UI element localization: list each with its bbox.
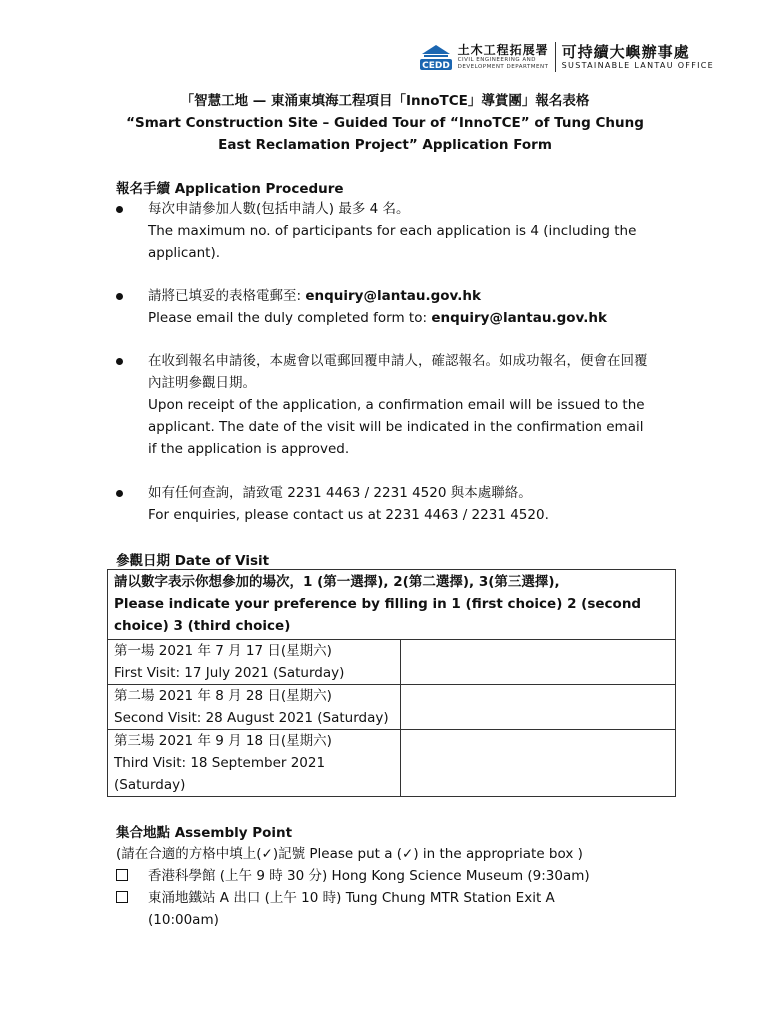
visit-label-cell <box>108 685 401 730</box>
visit-date-zh: 第二場 2021 年 8 月 28 日(星期六) <box>114 688 332 704</box>
visit-date-en: Third Visit: 18 September 2021 (Saturday) <box>114 755 326 793</box>
slo-name-zh: 可持續大嶼辦事處 <box>561 43 690 61</box>
procedure-item-email <box>116 285 676 329</box>
bullet-icon <box>116 293 123 300</box>
email-link-en[interactable]: enquiry@lantau.gov.hk <box>431 310 607 326</box>
assembly-option-tung-chung-mtr <box>116 887 618 931</box>
visit-date-zh: 第三場 2021 年 9 月 18 日(星期六) <box>114 733 332 749</box>
procedure-item-zh <box>148 285 676 307</box>
cedd-name-zh: 土木工程拓展署 <box>457 43 549 57</box>
procedure-item-enquiries <box>116 482 676 526</box>
checkbox-tung-chung-mtr[interactable] <box>116 891 128 903</box>
visit-heading: 參觀日期 Date of Visit <box>116 553 270 569</box>
procedure-item-max-participants <box>116 198 676 264</box>
form-title <box>0 90 770 156</box>
assembly-option-label: 東涌地鐵站 A 出口 (上午 10 時) Tung Chung MTR Station Exit A (10:00am) <box>148 890 555 928</box>
title-line-zh: 「智慧工地 — 東涌東填海工程項目「InnoTCE」導賞團」報名表格 <box>180 93 590 109</box>
bullet-icon <box>116 490 123 497</box>
table-row <box>108 730 676 797</box>
bullet-icon <box>116 206 123 213</box>
assembly-options <box>116 843 676 931</box>
visit-date-en: First Visit: 17 July 2021 (Saturday) <box>114 665 345 681</box>
email-instruction-en: Please email the duly completed form to: <box>148 310 432 326</box>
assembly-option-science-museum <box>116 865 676 887</box>
cedd-name-en-2: DEVELOPMENT DEPARTMENT <box>457 64 549 70</box>
bullet-icon <box>116 358 123 365</box>
assembly-heading: 集合地點 Assembly Point <box>116 825 293 841</box>
procedure-item-en: Upon receipt of the application, a confirmation email will be issued to the applicant. The date of the visit will be indicated in the confirmation email if the application is approved. <box>148 397 645 457</box>
procedure-item-zh: 在收到報名申請後，本處會以電郵回覆申請人，確認報名。如成功報名，便會在回覆內註明參觀日期。 <box>148 353 648 391</box>
cedd-mark-text: CEDD <box>421 61 450 71</box>
checkbox-science-museum[interactable] <box>116 869 128 881</box>
cedd-logo-icon <box>418 42 454 72</box>
procedure-item-en: The maximum no. of participants for each application is 4 (including the applicant). <box>148 223 637 261</box>
procedure-item-zh: 每次申請參加人數(包括申請人) 最多 4 名。 <box>148 201 410 217</box>
title-line-en-2: East Reclamation Project” Application Form <box>218 137 552 153</box>
procedure-item-zh: 如有任何查詢，請致電 2231 4463 / 2231 4520 與本處聯絡。 <box>148 485 532 501</box>
visit-instruction-en: Please indicate your preference by filling in 1 (first choice) 2 (second choice) 3 (third choice) <box>114 596 642 634</box>
email-link-zh[interactable]: enquiry@lantau.gov.hk <box>305 288 481 304</box>
visit-date-zh: 第一場 2021 年 7 月 17 日(星期六) <box>114 643 332 659</box>
second-visit-choice-input[interactable] <box>400 685 675 730</box>
assembly-instruction: (請在合適的方格中填上(✓)記號 Please put a (✓) in the appropriate box ) <box>116 846 583 862</box>
visit-instruction-zh: 請以數字表示你想參加的場次，1 (第一選擇), 2(第二選擇), 3(第三選擇), <box>114 574 560 590</box>
procedure-heading: 報名手續 Application Procedure <box>116 181 344 197</box>
procedure-item-confirmation <box>116 350 676 460</box>
visit-date-table <box>107 569 676 797</box>
title-line-en-1: “Smart Construction Site – Guided Tour of “InnoTCE” of Tung Chung <box>126 115 644 131</box>
visit-label-cell <box>108 730 401 797</box>
table-row <box>108 640 676 685</box>
logo-divider <box>555 42 556 72</box>
procedure-item-en: For enquiries, please contact us at 2231 4463 / 2231 4520. <box>148 507 549 523</box>
slo-name-en: SUSTAINABLE LANTAU OFFICE <box>561 61 714 70</box>
assembly-option-label: 香港科學館 (上午 9 時 30 分) Hong Kong Science Museum (9:30am) <box>148 868 590 884</box>
visit-label-cell <box>108 640 401 685</box>
first-visit-choice-input[interactable] <box>400 640 675 685</box>
cedd-name-en-1: CIVIL ENGINEERING AND <box>457 57 537 63</box>
third-visit-choice-input[interactable] <box>400 730 675 797</box>
cedd-name <box>458 43 549 71</box>
email-instruction-zh: 請將已填妥的表格電郵至: <box>148 288 306 304</box>
procedure-item-en <box>148 307 676 329</box>
slo-name <box>562 43 714 71</box>
visit-instruction-cell <box>108 570 676 640</box>
table-row <box>108 685 676 730</box>
visit-date-en: Second Visit: 28 August 2021 (Saturday) <box>114 710 389 726</box>
header-logo <box>418 40 714 74</box>
